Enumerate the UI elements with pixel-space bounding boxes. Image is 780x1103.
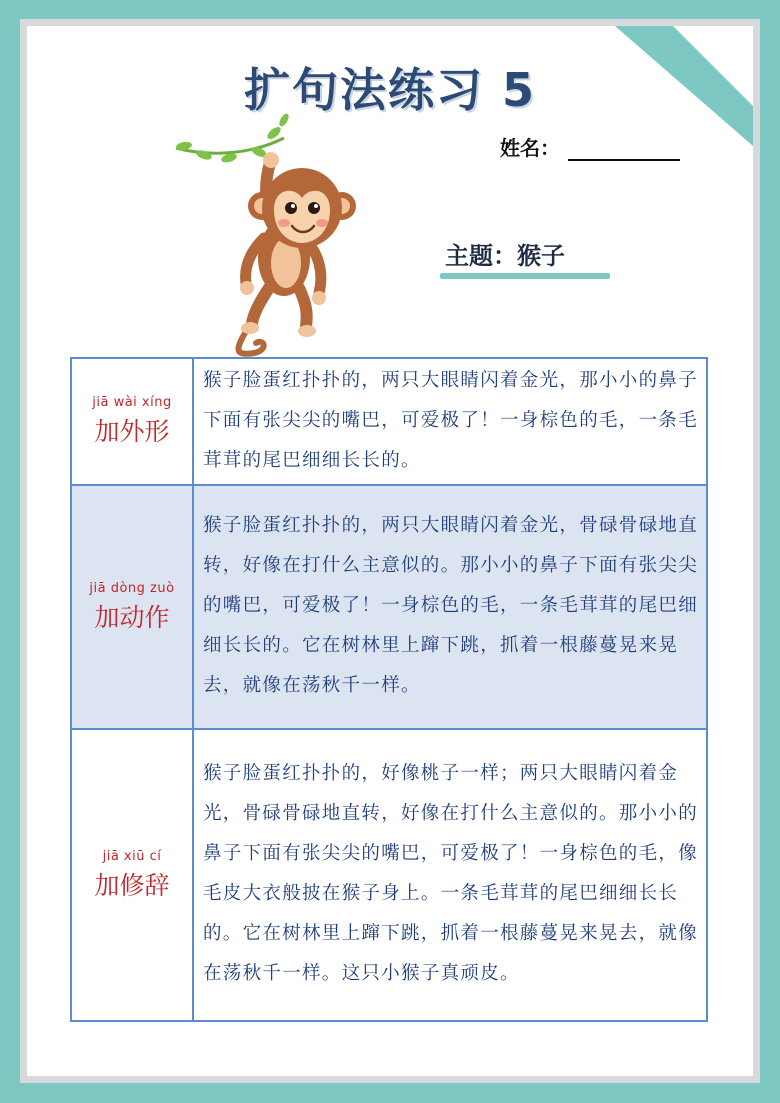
- name-label: 姓名：: [500, 136, 560, 160]
- pinyin-annotation: jiā wài xíng: [92, 395, 172, 410]
- table-row: [71, 485, 707, 729]
- table-row: [71, 729, 707, 1021]
- pinyin-annotation: jiā xiū cí: [102, 848, 162, 864]
- method-label: 加动作: [94, 602, 170, 632]
- method-label: 加外形: [94, 417, 170, 446]
- theme-heading: 主题：猴子: [445, 242, 565, 270]
- pinyin-annotation: jiā dòng zuò: [89, 580, 175, 596]
- worksheet-page: [27, 26, 753, 1076]
- table-row: [71, 358, 707, 485]
- method-label: 加修辞: [94, 870, 170, 900]
- row-label-cell: [71, 358, 193, 485]
- name-blank-line: [568, 139, 680, 161]
- page-title: 扩句法练习 5: [243, 63, 537, 117]
- example-text: 猴子脸蛋红扑扑的，好像桃子一样；两只大眼睛闪着金光，骨碌骨碌地直转，好像在打什么主意似的。那小小的鼻子下面有张尖尖的嘴巴，可爱极了！一身棕色的毛，像毛皮大衣般披在猴子身上。一条毛茸茸的尾巴细细长长的。它在树林里上蹿下跳，抓着一根藤蔓晃来晃去，就像在荡秋千一样。这只小猴子真顽皮。: [193, 729, 707, 1021]
- row-label-cell: [71, 485, 193, 729]
- example-text: 猴子脸蛋红扑扑的，两只大眼睛闪着金光，骨碌骨碌地直转，好像在打什么主意似的。那小小的鼻子下面有张尖尖的嘴巴，可爱极了！一身棕色的毛，一条毛茸茸的尾巴细细长长的。它在树林里上蹿下跳，抓着一根藤蔓晃来晃去，就像在荡秋千一样。: [193, 485, 707, 729]
- name-field: [500, 132, 680, 161]
- theme-underline: [440, 273, 610, 279]
- row-label-cell: [71, 729, 193, 1021]
- expansion-table: [70, 357, 708, 1022]
- example-text: 猴子脸蛋红扑扑的，两只大眼睛闪着金光，那小小的鼻子下面有张尖尖的嘴巴，可爱极了！一身棕色的毛，一条毛茸茸的尾巴细细长长的。: [193, 358, 707, 485]
- monkey-illustration: [174, 108, 374, 362]
